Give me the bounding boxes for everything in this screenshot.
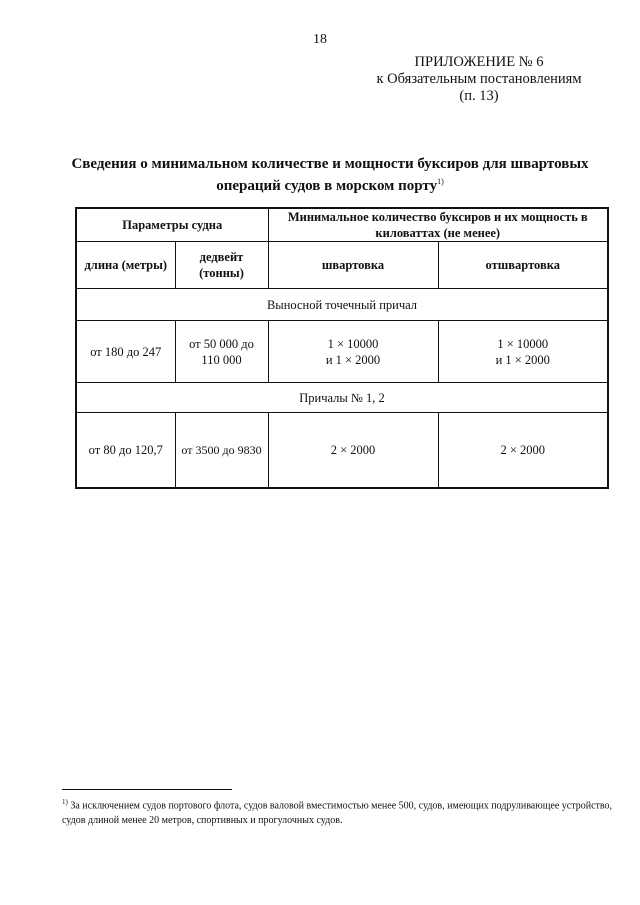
header-unmooring: отшвартовка	[438, 242, 608, 289]
section-title: Причалы № 1, 2	[76, 383, 608, 413]
cell-length: от 80 до 120,7	[76, 413, 175, 488]
page-number: 18	[313, 32, 327, 47]
title-line-1: Сведения о минимальном количестве и мощности буксиров для швартовых	[71, 156, 589, 172]
cell-mooring: 2 × 2000	[268, 413, 438, 488]
cell-length: от 180 до 247	[76, 321, 175, 383]
appendix-header	[354, 54, 604, 105]
title-footnote-mark: 1)	[437, 177, 444, 186]
footnote	[62, 795, 622, 828]
cell-mooring: 1 × 10000 и 1 × 2000	[268, 321, 438, 383]
header-deadweight: дедвейт (тонны)	[175, 242, 268, 289]
footnote-text: За исключением судов портового флота, судов валовой вместимостью менее 500, судов, имеющих подруливающее устройство, судов длиной менее 20 метров, спортивных и прогулочных судов.	[62, 800, 613, 827]
header-length: длина (метры)	[76, 242, 175, 289]
document-title	[60, 155, 600, 195]
cell-unmooring: 2 × 2000	[438, 413, 608, 488]
appendix-title: ПРИЛОЖЕНИЕ № 6	[414, 54, 544, 70]
footnote-mark: 1)	[62, 798, 68, 806]
cell-deadweight: от 3500 до 9830	[175, 413, 268, 488]
title-line-2: операций судов в морском порту$^{1)}$	[216, 177, 444, 194]
footnote-separator	[62, 789, 232, 790]
appendix-clause: (п. 13)	[459, 88, 499, 104]
cell-unmooring: 1 × 10000 и 1 × 2000	[438, 321, 608, 383]
tug-requirements-table	[75, 207, 609, 489]
appendix-subtitle: к Обязательным постановлениям	[376, 71, 582, 87]
section-title: Выносной точечный причал	[76, 289, 608, 321]
cell-deadweight: от 50 000 до 110 000	[175, 321, 268, 383]
header-tug-min: Минимальное количество буксиров и их мощность в киловаттах (не менее)	[268, 208, 608, 242]
header-vessel-params: Параметры судна	[76, 208, 268, 242]
header-mooring: швартовка	[268, 242, 438, 289]
